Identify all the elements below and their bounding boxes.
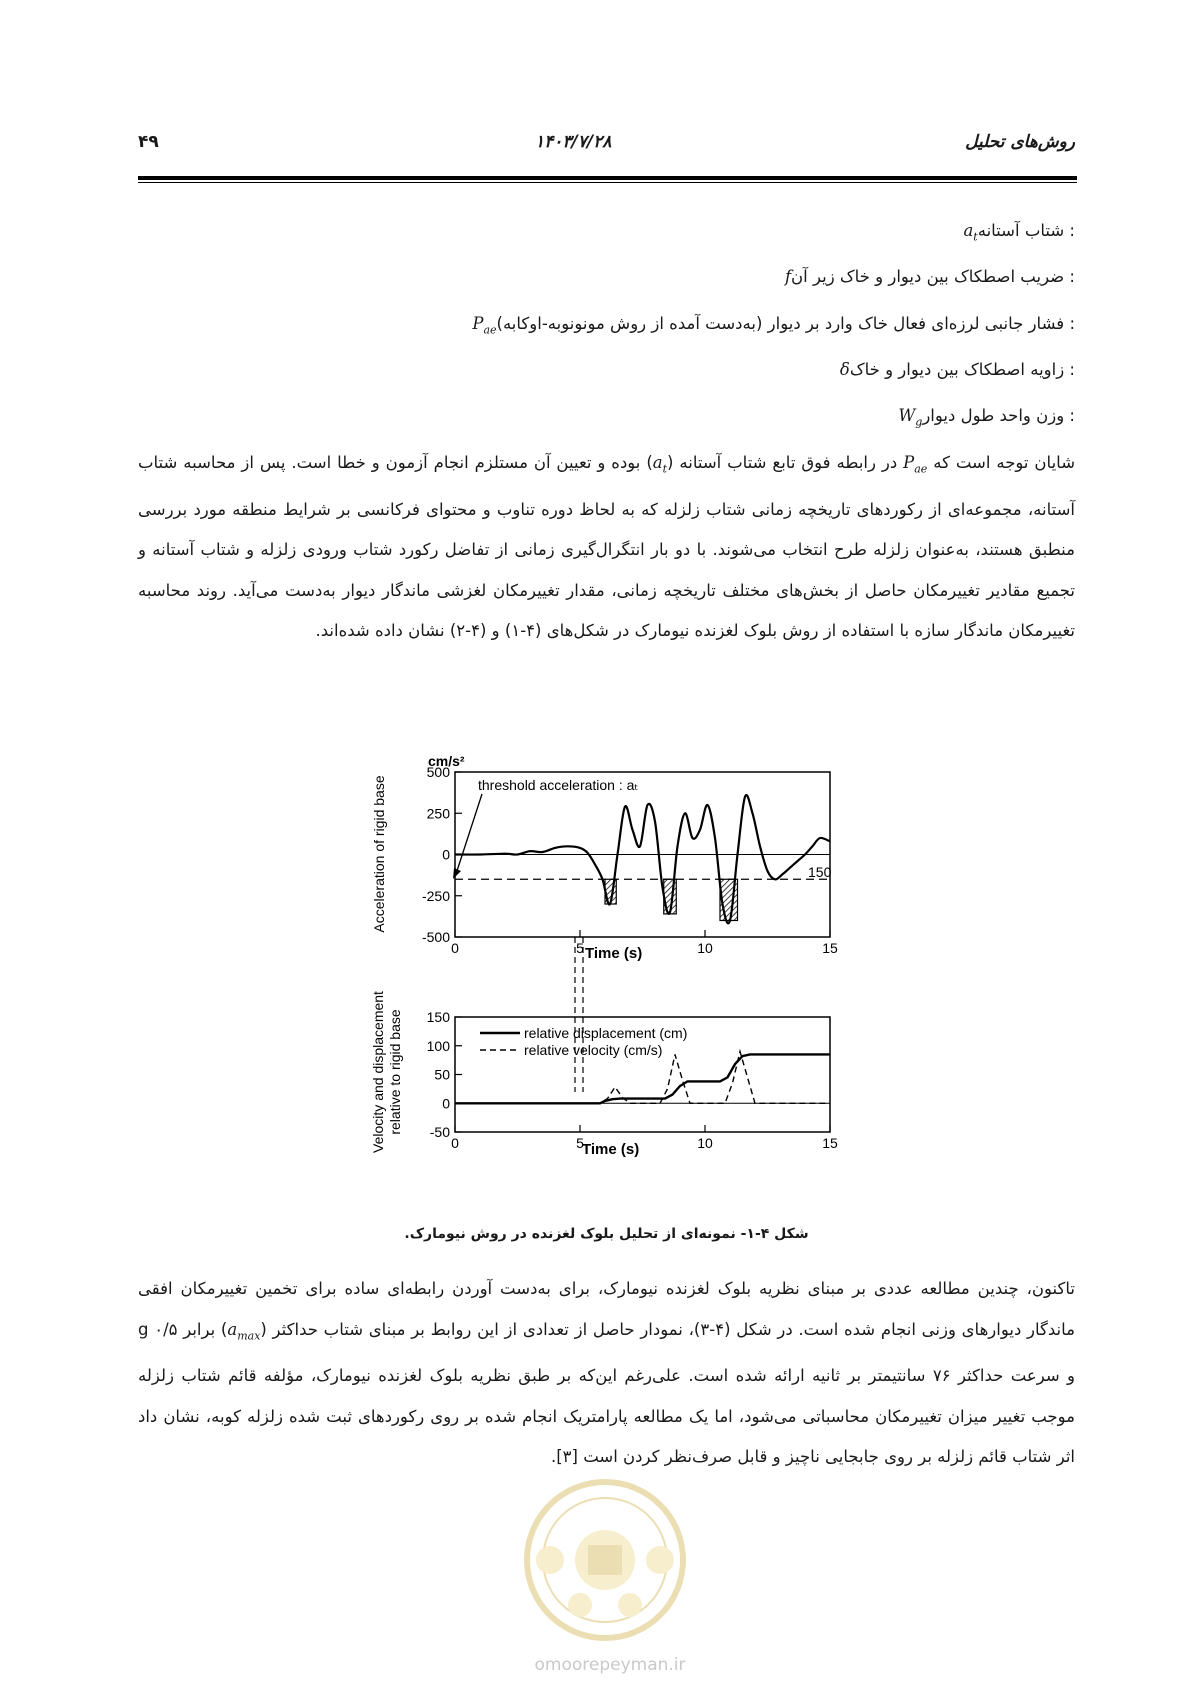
definition-symbol: $a_t$ xyxy=(963,221,978,244)
header-rule-thin xyxy=(138,182,1077,183)
top-unit: cm/s² xyxy=(428,753,465,769)
definition-wg xyxy=(898,406,1075,428)
legend-velocity: relative velocity (cm/s) xyxy=(524,1042,663,1058)
running-title: روش‌های تحلیل xyxy=(965,132,1075,152)
top-xlabel: Time (s) xyxy=(585,945,643,962)
bottom-xtick-label: 10 xyxy=(697,1135,713,1151)
bottom-ytick-label: 150 xyxy=(426,1009,450,1025)
definition-text: : فشار جانبی لرزه‌ای فعال خاک وارد بر دیوار (به‌دست آمده از روش مونونوبه-اوکابه) xyxy=(496,314,1075,333)
top-ytick-label: 500 xyxy=(426,764,450,780)
definition-pae xyxy=(472,314,1075,336)
definition-symbol: δ xyxy=(839,360,850,379)
bottom-ylabel-line1: Velocity and displacement xyxy=(370,991,386,1153)
top-ylabel: Acceleration of rigid base xyxy=(371,775,387,933)
definition-text: : وزن واحد طول دیوار xyxy=(922,406,1075,425)
definition-text: : شتاب آستانه xyxy=(977,221,1075,240)
bottom-ytick-label: 50 xyxy=(434,1066,450,1083)
definition-text: : ضریب اصطکاک بین دیوار و خاک زیر آن xyxy=(791,267,1075,286)
definition-symbol: $W_g$ xyxy=(898,406,923,429)
page-number: ۴۹ xyxy=(138,132,159,152)
definition-delta xyxy=(840,360,1075,379)
bottom-ytick-label: 100 xyxy=(426,1037,450,1054)
bottom-xtick-label: 15 xyxy=(822,1135,838,1151)
top-ytick-label: 250 xyxy=(426,805,450,822)
header-date: ۱۴۰۳/۷/۲۸ xyxy=(535,132,612,152)
arrow-head-icon xyxy=(453,868,461,879)
top-xtick-label: 10 xyxy=(697,940,713,956)
acceleration-series xyxy=(455,795,830,923)
newmark-figure xyxy=(370,752,850,1221)
definition-symbol: f xyxy=(784,267,792,286)
bottom-ytick-label: 0 xyxy=(442,1095,450,1112)
top-ytick-label: 0 xyxy=(442,846,450,863)
definition-symbol: $P_{ae}$ xyxy=(472,314,497,337)
paragraph-1: شایان توجه است که $P_{ae}$ در رابطه فوق تابع شتاب آستانه $(a_t)$ بوده و تعیین آن مستلزم انجام آزمون و خطا است. پس از محاسبه شتاب آستانه، مجموعه‌ای از رکوردهای تاریخچه زمانی شتاب زلزله که به لحاظ دوره تناوب و محتوای فرکانسی بر شرایط منطقه مورد بررسی منطبق هستند، به‌عنوان زلزله طرح انتخاب می‌شوند. با دو بار انتگرال‌گیری زمانی از تفاضل رکورد شتاب ورودی زلزله و شتاب آستانه و تجمیع مقادیر تغییرمکان حاصل از بخش‌های مختلف تاریخچه زمانی، مقدار تغییرمکان لغزشی ماندگار دیوار به‌دست می‌آید. روند محاسبه تغییرمکان ماندگار سازه با استفاده از روش بلوک لغزنده نیومارک در شکل‌های (۴-۱) و (۴-۲) نشان داده شده‌اند. xyxy=(138,453,1076,641)
header-rule-thick xyxy=(138,176,1077,180)
annotation-arrow xyxy=(456,794,482,874)
watermark-seal xyxy=(470,1475,740,1649)
figure-caption: شکل ۴-۱- نمونه‌ای از تحلیل بلوک لغزنده در روش نیومارک. xyxy=(404,1226,809,1242)
top-xtick-label: 0 xyxy=(451,940,459,956)
legend-displacement: relative displacement (cm) xyxy=(524,1025,688,1041)
bottom-xlabel: Time (s) xyxy=(582,1141,640,1158)
top-xtick-label: 15 xyxy=(822,940,838,956)
newmark-figure-svg xyxy=(370,752,850,1217)
omoore-peyman-seal-icon xyxy=(470,1475,740,1645)
watermark-site: omoorepeyman.ir xyxy=(534,1655,686,1675)
definition-at xyxy=(963,221,1075,243)
definition-f xyxy=(785,267,1075,286)
threshold-annotation: threshold acceleration : aₜ xyxy=(478,777,639,793)
velocity-series xyxy=(455,1052,830,1104)
paragraph-2: تاکنون، چندین مطالعه عددی بر مبنای نظریه بلوک لغزنده نیومارک، برای به‌دست آوردن رابطه‌ای ساده برای تخمین تغییرمکان افقی ماندگار دیوارهای وزنی انجام شده است. در شکل (۴-۳)، نمودار حاصل از تعدادی از این روابط بر مبنای شتاب حداکثر $(a_{max})$ برابر ۰/۵ g و سرعت حداکثر ۷۶ سانتیمتر بر ثانیه ارائه شده است. علی‌رغم این‌که بر طبق نظریه بلوک لغزنده نیومارک، مؤلفه قائم شتاب زلزله موجب تغییر میزان تغییرمکان محاسباتی می‌شود، اما یک مطالعه پارامتریک انجام شده بر روی رکوردهای ثبت شده زلزله کوبه، نشان داد اثر شتاب قائم زلزله بر روی جابجایی ناچیز و قابل صرف‌نظر کردن است [۳]. xyxy=(138,1279,1075,1467)
bottom-xtick-label: 5 xyxy=(576,1135,584,1151)
bottom-xtick-label: 0 xyxy=(451,1135,459,1151)
definition-text: : زاویه اصطکاک بین دیوار و خاک xyxy=(849,360,1075,379)
top-xtick-label: 5 xyxy=(576,940,584,956)
threshold-value-label: 150 xyxy=(808,864,832,880)
bottom-ylabel-line2: relative to rigid base xyxy=(387,1009,403,1135)
displacement-series xyxy=(455,1054,830,1103)
top-ytick-label: -500 xyxy=(421,929,450,945)
bottom-ytick-label: -50 xyxy=(429,1124,450,1140)
top-ytick-label: -250 xyxy=(421,887,450,904)
